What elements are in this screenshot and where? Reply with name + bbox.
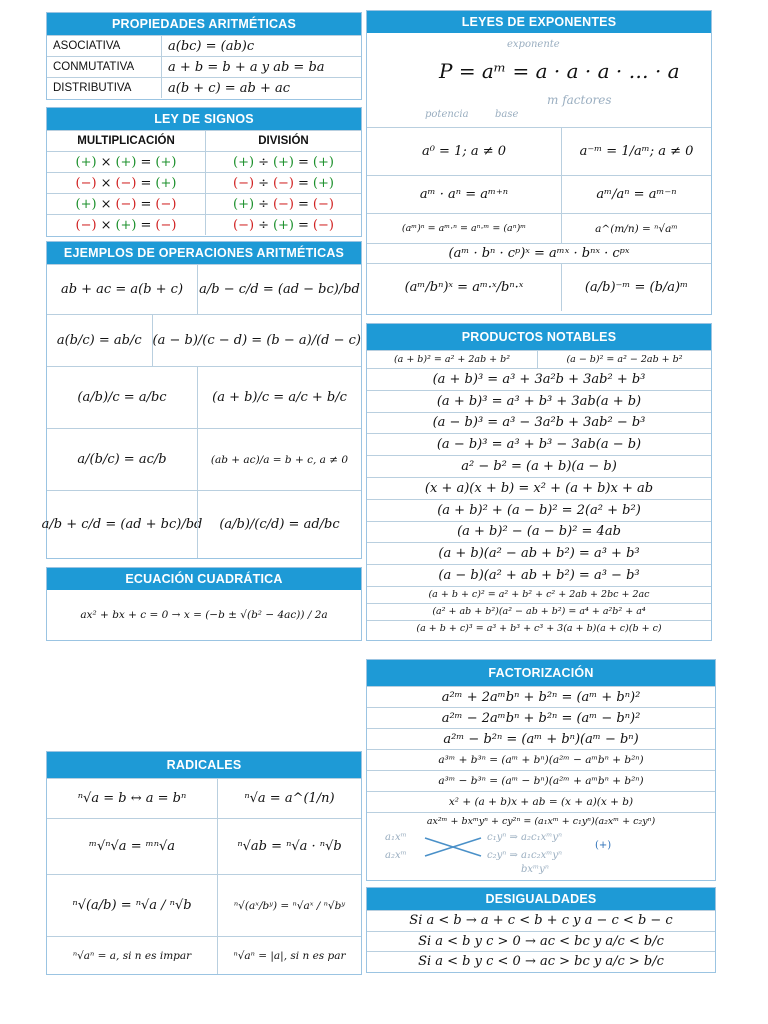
signs-rows [47,151,361,235]
table-row [47,264,361,314]
exponent-law: a⁰ = 1; a ≠ 0 [421,144,507,159]
example-formula: (a − b)/(c − d) = (b − a)/(d − c) [152,315,361,366]
exponent-law: aᵐ · aⁿ = aᵐ⁺ⁿ [419,187,509,202]
table-row [367,521,711,543]
radical-formula: ⁿ√a = a^(1/n) [217,779,361,818]
sign-token: (−) [233,217,255,233]
aspa-diagram [367,830,715,876]
exponent-law: a⁻ᵐ = 1/aᵐ; a ≠ 0 [561,128,711,175]
sign-token: × [100,217,112,233]
factor-formula: a³ᵐ + b³ⁿ = (aᵐ + bⁿ)(a²ᵐ − aᵐbⁿ + b²ⁿ) [438,754,644,766]
factor-formula: x² + (a + b)x + ab = (x + a)(x + b) [448,796,634,808]
product-formula: (a + b)(a² − ab + b²) = a³ + b³ [438,546,640,562]
sign-rule [205,215,361,235]
table-row [367,390,711,412]
sign-token: = [298,175,309,191]
aspa-sum: bxᵐyⁿ [521,864,549,875]
sign-token: ÷ [258,217,269,233]
table-row [367,910,715,931]
sign-token: × [100,196,112,212]
example-formula: a/b + c/d = (ad + bc)/bd [41,517,203,532]
productos-panel [366,323,712,641]
table-row [367,412,711,434]
sign-token: = [140,196,152,212]
ejemplos-panel [41,241,362,559]
property-label: DISTRIBUTIVA [53,82,132,94]
table-row [47,172,361,193]
factor-formula: a²ᵐ + 2aᵐbⁿ + b²ⁿ = (aᵐ + bⁿ)² [441,689,641,705]
sign-token: (+) [272,217,295,233]
inequality-rule: Si a < b y c > 0 → ac < bc y a/c < b/c [418,933,664,949]
property-formula: a(b + c) = ab + ac [161,78,361,98]
sign-token: (−) [233,175,255,191]
example-formula: ab + ac = a(b + c) [60,282,184,297]
product-formula: (a + b)³ = a³ + 3a²b + 3ab² + b³ [432,371,646,387]
sign-token: (−) [312,196,334,212]
radical-formula: ᵐ√ⁿ√a = ᵐⁿ√a [89,839,175,854]
signos-panel [46,107,362,237]
sign-token: (+) [272,154,295,170]
sign-token: (+) [75,196,97,212]
ejemplos-title: EJEMPLOS DE OPERACIONES ARITMÉTICAS [47,242,361,264]
table-row [367,350,711,368]
aspa-right-2: c₂yⁿ ⇒ a₁c₂xᵐyⁿ [487,850,563,861]
sign-token: (+) [233,154,255,170]
table-row [367,455,711,477]
table-row [367,433,711,455]
factor-formula: a³ᵐ − b³ⁿ = (aᵐ − bⁿ)(a²ᵐ + aᵐbⁿ + b²ⁿ) [438,775,644,787]
table-row [367,368,711,390]
table-row [367,243,711,263]
inequality-rule: Si a < b → a + c < b + c y a − c < b − c [409,913,673,929]
factor-formula: a²ᵐ − b²ⁿ = (aᵐ + bⁿ)(aᵐ − bⁿ) [443,731,639,747]
product-formula: (a − b)² = a² − 2ab + b² [537,351,711,368]
table-header-row [47,130,361,151]
desigualdades-panel [366,887,716,973]
table-row [47,193,361,214]
exponent-main-formula: P = aᵐ = a · a · a · … · a [439,59,680,83]
table-row [367,586,711,603]
table-row [367,499,711,521]
sign-token: = [298,217,309,233]
sign-rule [205,173,361,193]
radical-formula: ⁿ√(aˣ/bʸ) = ⁿ√aˣ / ⁿ√bʸ [217,875,361,936]
aspa-formula: ax²ᵐ + bxᵐyⁿ + cy²ⁿ = (a₁xᵐ + c₁yⁿ)(a₂xᵐ + c₂yⁿ) [426,816,656,827]
exponent-law: (aᵐ/bⁿ)ˣ = aᵐ·ˣ/bⁿ·ˣ [404,280,524,295]
aspa-left-2: a₂xᵐ [385,850,407,861]
sign-token: (−) [312,217,334,233]
table-row [47,818,361,874]
table-row [367,477,711,499]
sign-rule [47,152,205,172]
exponent-definition [367,33,711,127]
sign-token: (+) [115,154,137,170]
factorizacion-title: FACTORIZACIÓN [367,660,715,686]
cuadratica-panel [46,567,362,641]
sign-token: = [298,196,309,212]
table-row [367,728,715,749]
product-formula: (a + b)³ = a³ + b³ + 3ab(a + b) [436,393,642,409]
productos-title: PRODUCTOS NOTABLES [367,324,711,350]
sign-token: = [140,154,152,170]
sign-token: × [100,175,112,191]
table-row [367,749,715,770]
sign-token: ÷ [258,154,269,170]
example-formula: (a + b)/c = a/c + b/c [197,367,361,428]
sign-token: × [100,154,112,170]
aspa-right-1: c₁yⁿ ⇒ a₂c₁xᵐyⁿ [487,832,563,843]
product-small-rows [367,586,711,637]
exponent-law: (aᵐ)ⁿ = aᵐ·ⁿ = aⁿ·ᵐ = (aⁿ)ᵐ [401,223,527,234]
sign-token: (−) [115,196,137,212]
table-row [47,151,361,172]
product-formula: (a + b + c)³ = a³ + b³ + c³ + 3(a + b)(a + c)(b + c) [416,623,662,635]
note-base: base [495,109,519,120]
table-row [47,428,361,490]
table-row [47,56,361,77]
sign-token: = [140,217,152,233]
sign-token: (−) [75,217,97,233]
factorizacion-panel [366,659,716,881]
exponent-law: aᵐ/aⁿ = aᵐ⁻ⁿ [561,176,711,213]
product-formula: (a + b)² = a² + 2ab + b² [393,354,511,365]
col-division: DIVISIÓN [205,131,361,151]
table-row [367,686,715,707]
table-row [367,542,711,564]
example-formula: a(b/c) = ab/c [56,333,142,348]
table-row [47,214,361,235]
exponentes-title: LEYES DE EXPONENTES [367,11,711,33]
table-row [367,951,715,972]
product-formula: (a + b)² + (a − b)² = 2(a² + b²) [437,502,641,518]
propiedades-panel [46,12,362,100]
radical-formula: ⁿ√aⁿ = a, si n es impar [72,949,192,962]
sign-rule [205,194,361,214]
property-label: CONMUTATIVA [53,61,135,73]
product-formula: (a − b)³ = a³ − 3a²b + 3ab² − b³ [432,415,646,431]
factor-rows [367,686,715,812]
property-formula: a(bc) = (ab)c [161,36,361,56]
table-row [367,603,711,620]
sign-rule [205,152,361,172]
sign-rule [47,215,205,235]
example-formula: (a/b)/(c/d) = ad/bc [197,491,361,558]
table-row [367,620,711,637]
radicales-title: RADICALES [47,752,361,778]
sign-token: ÷ [258,175,269,191]
exponent-law: (a/b)⁻ᵐ = (b/a)ᵐ [561,264,711,311]
cuadratica-title: ECUACIÓN CUADRÁTICA [47,568,361,590]
aspa-cross-icon [423,832,485,862]
col-multiplicacion: MULTIPLICACIÓN [77,135,175,147]
table-row [367,931,715,952]
table-row [47,366,361,428]
quadratic-formula: ax² + bx + c = 0 → x = (−b ± √(b² − 4ac)) / 2a [80,609,328,621]
sign-token: (+) [115,217,137,233]
radical-formula: ⁿ√(a/b) = ⁿ√a / ⁿ√b [72,898,192,913]
aspa-plus: (+) [595,840,612,851]
product-formula: a² − b² = (a + b)(a − b) [461,459,617,475]
note-factores: m factores [547,93,612,107]
note-exponente: exponente [507,39,560,50]
table-row [367,175,711,213]
exponent-law: (aᵐ · bⁿ · cᵖ)ˣ = aᵐˣ · bⁿˣ · cᵖˣ [448,246,630,261]
example-formula: (a/b)/c = a/bc [77,390,167,405]
table-row [367,127,711,175]
product-formula: (a + b + c)² = a² + b² + c² + 2ab + 2bc + 2ac [428,589,650,601]
radical-formula: ⁿ√ab = ⁿ√a · ⁿ√b [217,819,361,874]
signos-title: LEY DE SIGNOS [47,108,361,130]
sign-token: (−) [115,175,137,191]
sign-token: (+) [155,175,177,191]
example-formula: (ab + ac)/a = b + c, a ≠ 0 [197,429,361,490]
exponentes-panel [366,10,712,315]
ineq-rows [367,910,715,972]
table-row [367,812,715,830]
sign-token: = [140,175,152,191]
exponent-law: a^(m/n) = ⁿ√aᵐ [561,214,711,243]
inequality-rule: Si a < b y c < 0 → ac > bc y a/c > b/c [418,954,664,970]
product-formula: (a − b)³ = a³ + b³ − 3ab(a − b) [436,437,642,453]
sign-rule [47,194,205,214]
table-row [47,314,361,366]
table-row [367,263,711,311]
radicales-panel [46,751,362,975]
product-formula: (x + a)(x + b) = x² + (a + b)x + ab [424,480,654,496]
product-formula: (a + b)² − (a − b)² = 4ab [457,524,621,540]
table-row [367,564,711,586]
table-row [47,874,361,936]
sign-rule [47,173,205,193]
sign-token: (+) [75,154,97,170]
aspa-left-1: a₁xᵐ [385,832,407,843]
table-row [47,590,361,640]
table-row [47,936,361,974]
example-formula: a/(b/c) = ac/b [77,452,167,467]
table-row [47,77,361,98]
table-row [367,707,715,728]
radical-formula: ⁿ√a = b ↔ a = bⁿ [77,791,187,806]
property-label: ASOCIATIVA [53,40,121,52]
example-formula: a/b − c/d = (ad − bc)/bd [197,265,361,314]
desigualdades-title: DESIGUALDADES [367,888,715,910]
table-row [367,791,715,812]
factor-formula: a²ᵐ − 2aᵐbⁿ + b²ⁿ = (aᵐ − bⁿ)² [441,710,641,726]
sign-token: (+) [312,154,334,170]
sign-token: (−) [272,196,295,212]
product-rows [367,368,711,586]
propiedades-title: PROPIEDADES ARITMÉTICAS [47,13,361,35]
table-row [367,213,711,243]
product-formula: (a − b)(a² + ab + b²) = a³ − b³ [438,568,640,584]
product-formula: (a² + ab + b²)(a² − ab + b²) = a⁴ + a²b² + a⁴ [432,606,646,618]
sign-token: (−) [155,217,177,233]
sign-token: (−) [272,175,295,191]
table-row [47,35,361,56]
table-row [367,770,715,791]
sign-token: (+) [155,154,177,170]
sign-token: (−) [75,175,97,191]
note-potencia: potencia [425,109,469,120]
sign-token: (+) [233,196,255,212]
property-formula: a + b = b + a y ab = ba [161,57,361,77]
sign-token: (−) [155,196,177,212]
table-row [47,778,361,818]
sign-token: = [298,154,309,170]
sign-token: ÷ [258,196,269,212]
sign-token: (+) [312,175,334,191]
table-row [41,490,361,558]
radical-formula: ⁿ√aⁿ = |a|, si n es par [217,937,361,974]
